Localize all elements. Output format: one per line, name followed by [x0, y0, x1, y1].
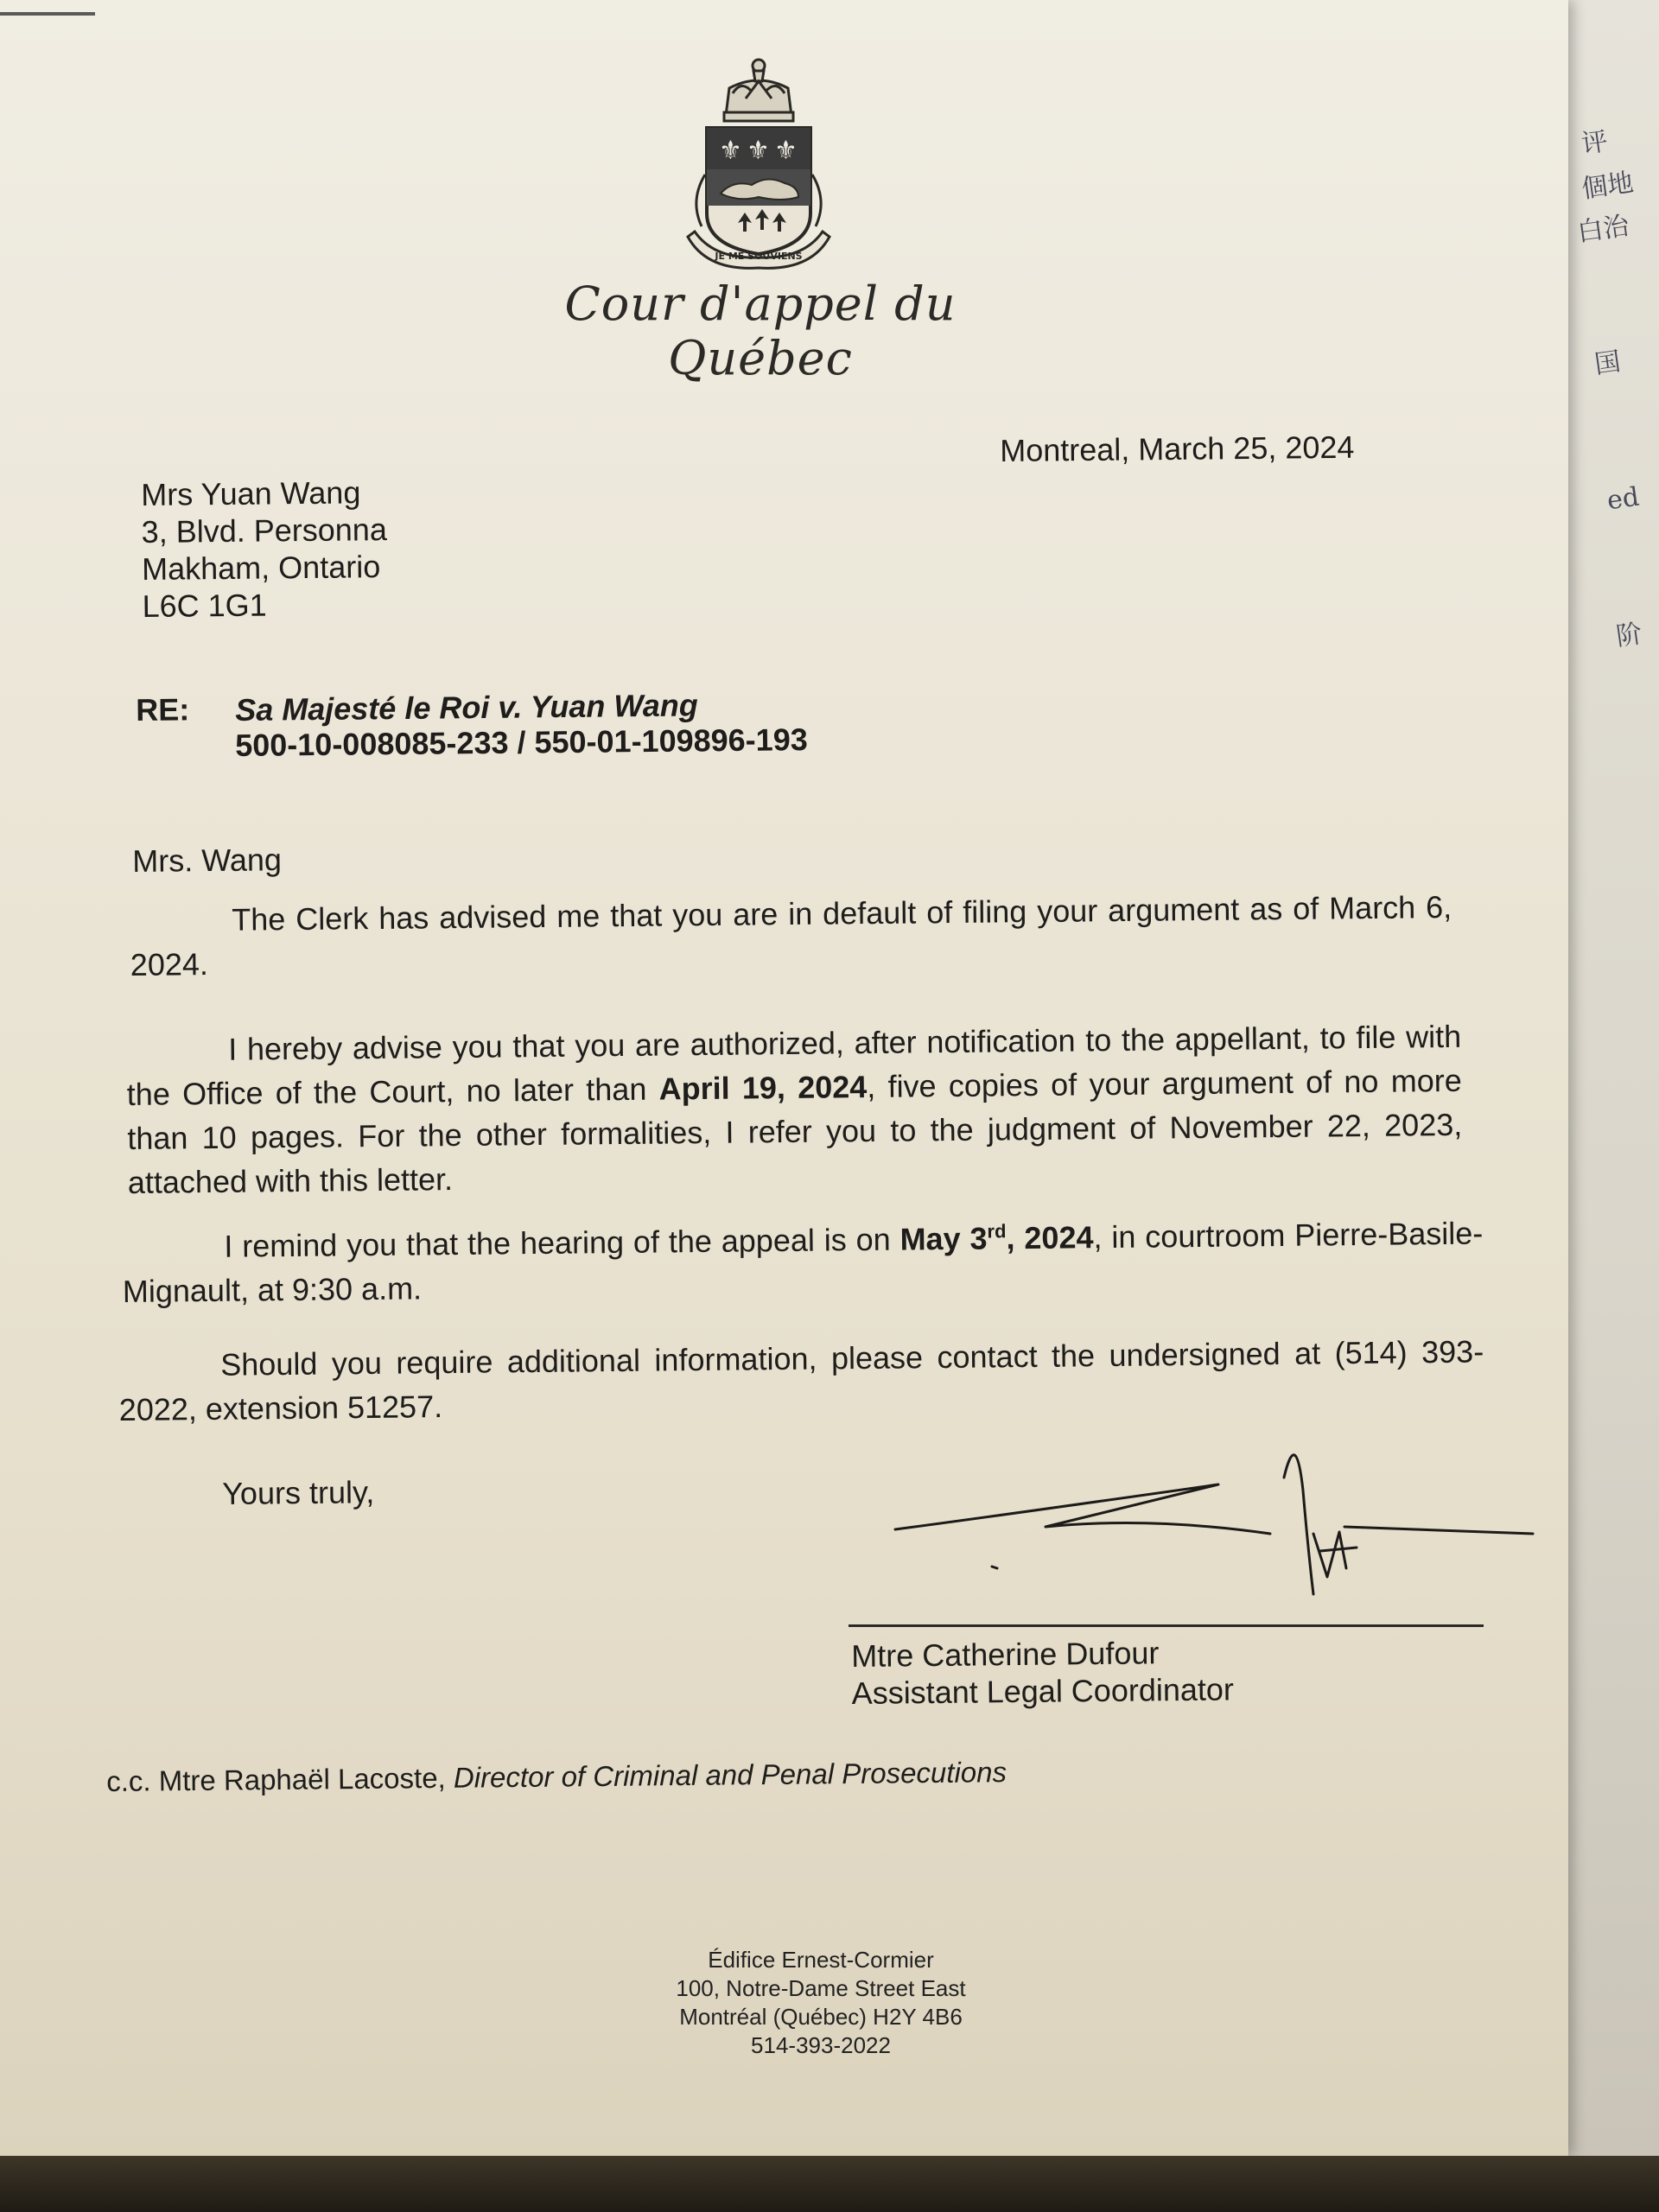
carbon-copy-line [106, 1753, 1007, 1800]
hearing-date-day: May 3 [899, 1220, 988, 1257]
signer-title: Assistant Legal Coordinator [851, 1671, 1235, 1711]
letter-date: Montreal, March 25, 2024 [1000, 429, 1355, 468]
paragraph-2-text-b: , five copies of your argument of no more than 10 pages. For the other formalities, I refer you to the judgment of November 22, 2023, attached with this letter. [127, 1062, 1463, 1200]
quebec-coat-of-arms [672, 54, 845, 270]
filing-deadline: April 19, 2024 [658, 1069, 868, 1107]
paragraph-filing-authorization [126, 1014, 1463, 1205]
court-letterhead-name: Cour d'appel du Québec [564, 276, 957, 385]
handwritten-signature [890, 1430, 1547, 1603]
re-label: RE: [136, 691, 190, 728]
paper-edge-mark [0, 12, 95, 16]
paragraph-3-text-b: , in courtroom Pierre-Basile-Mignault, at 9:30 a.m. [122, 1215, 1484, 1309]
paragraph-1-text: The Clerk has advised me that you are in default of filing your argument as of March 6, 2024. [130, 888, 1452, 982]
hearing-date-year: , 2024 [1006, 1219, 1094, 1256]
hearing-date [899, 1219, 1093, 1256]
paragraph-contact-info [118, 1329, 1484, 1432]
signature-line [849, 1624, 1484, 1627]
paragraph-2-text-a: I hereby advise you that you are authorized, after notification to the appellant, to file with the Office of the Court, no later than [126, 1018, 1462, 1112]
recipient-postal-code: L6C 1G1 [142, 587, 267, 624]
underlying-handwritten-page: 评 個地 白治 国 ed 阶 [1555, 0, 1659, 2160]
signer-block [851, 1633, 1234, 1712]
closing: Yours truly, [222, 1474, 375, 1511]
salutation: Mrs. Wang [132, 842, 283, 879]
recipient-address [141, 474, 388, 625]
court-footer-address [605, 1946, 1037, 2060]
svg-text:⚜: ⚜ [774, 136, 798, 166]
re-case-numbers: 500-10-008085-233 / 550-01-109896-193 [235, 721, 808, 763]
re-case-title: Sa Majesté le Roi v. Yuan Wang [235, 687, 698, 728]
cc-role: Director of Criminal and Penal Prosecutions [453, 1756, 1007, 1794]
cc-prefix: c.c. Mtre Raphaël Lacoste, [106, 1761, 454, 1797]
recipient-street: 3, Blvd. Personna [141, 512, 388, 550]
footer-street: 100, Notre-Dame Street East [676, 1975, 966, 2001]
hearing-date-suffix: rd [987, 1220, 1007, 1243]
paragraph-hearing-reminder [122, 1205, 1484, 1313]
recipient-name: Mrs Yuan Wang [141, 474, 361, 512]
paragraph-4-text: Should you require additional information, please contact the undersigned at (514) 393-2022, extension 51257. [118, 1333, 1484, 1427]
footer-city: Montréal (Québec) H2Y 4B6 [679, 2004, 963, 2030]
crest-motto: JE ME SOUVIENS [715, 251, 803, 262]
table-shadow [0, 2156, 1659, 2212]
paragraph-default-notice [130, 885, 1452, 987]
recipient-city: Makham, Ontario [141, 549, 381, 587]
footer-phone: 514-393-2022 [751, 2032, 891, 2058]
svg-text:⚜: ⚜ [719, 136, 742, 166]
svg-text:⚜: ⚜ [747, 136, 770, 166]
footer-building: Édifice Ernest-Cormier [708, 1947, 934, 1973]
paragraph-3-text-a: I remind you that the hearing of the appeal is on [224, 1221, 900, 1264]
signer-name: Mtre Catherine Dufour [851, 1635, 1160, 1674]
